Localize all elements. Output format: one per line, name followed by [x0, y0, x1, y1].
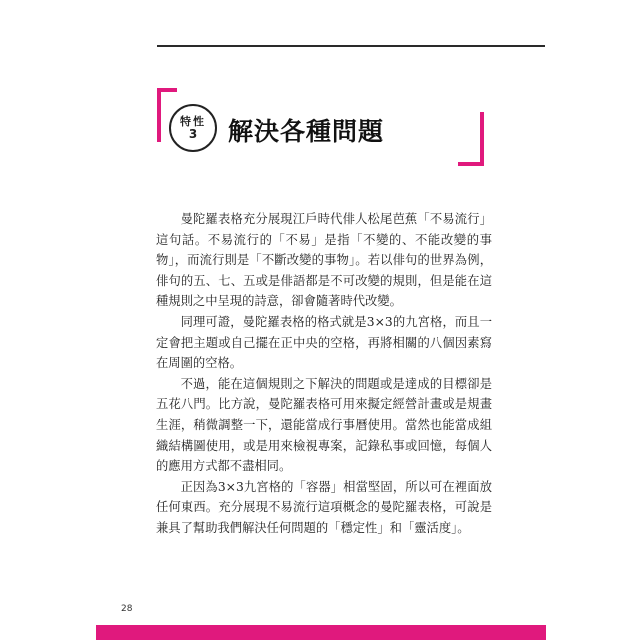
feature-badge	[169, 104, 217, 152]
badge-label: 特性	[180, 115, 206, 128]
paragraph: 同理可證，曼陀羅表格的格式就是3×3的九宮格，而且一定會把主題或自己擺在正中央的空格，再將相關的八個因素寫在周圍的空格。	[156, 314, 492, 371]
paragraph: 曼陀羅表格充分展現江戶時代俳人松尾芭蕉「不易流行」這句話。不易流行的「不易」是指「不變的、不能改變的事物」，而流行則是「不斷改變的事物」。若以俳句的世界為例，俳句的五、七、五或是俳語都是不可改變的規則，但是能在這種規則之中呈現的詩意，卻會隨著時代改變。	[156, 212, 492, 309]
heading-bracket-right	[458, 112, 484, 166]
badge-number: 3	[188, 127, 198, 141]
paragraph: 正因為3×3九宮格的「容器」相當堅固，所以可在裡面放任何東西。充分展現不易流行這項概念的曼陀羅表格，可說是兼具了幫助我們解決任何問題的「穩定性」和「靈活度」。	[156, 479, 492, 535]
page-number: 28	[121, 604, 133, 614]
section-title: 解決各種問題	[228, 117, 385, 146]
paragraph: 不過，能在這個規則之下解決的問題或是達成的目標卻是五花八門。比方說，曼陀羅表格可用來擬定經營計畫或是規畫生涯，稍微調整一下，還能當成行事曆使用。當然也能當成組織結構圖使用，或是用來檢視專案，記錄私事或回憶，每個人的應用方式都不盡相同。	[156, 376, 492, 474]
top-rule	[157, 45, 545, 47]
footer-accent-bar	[96, 625, 546, 640]
body-text	[156, 209, 492, 539]
